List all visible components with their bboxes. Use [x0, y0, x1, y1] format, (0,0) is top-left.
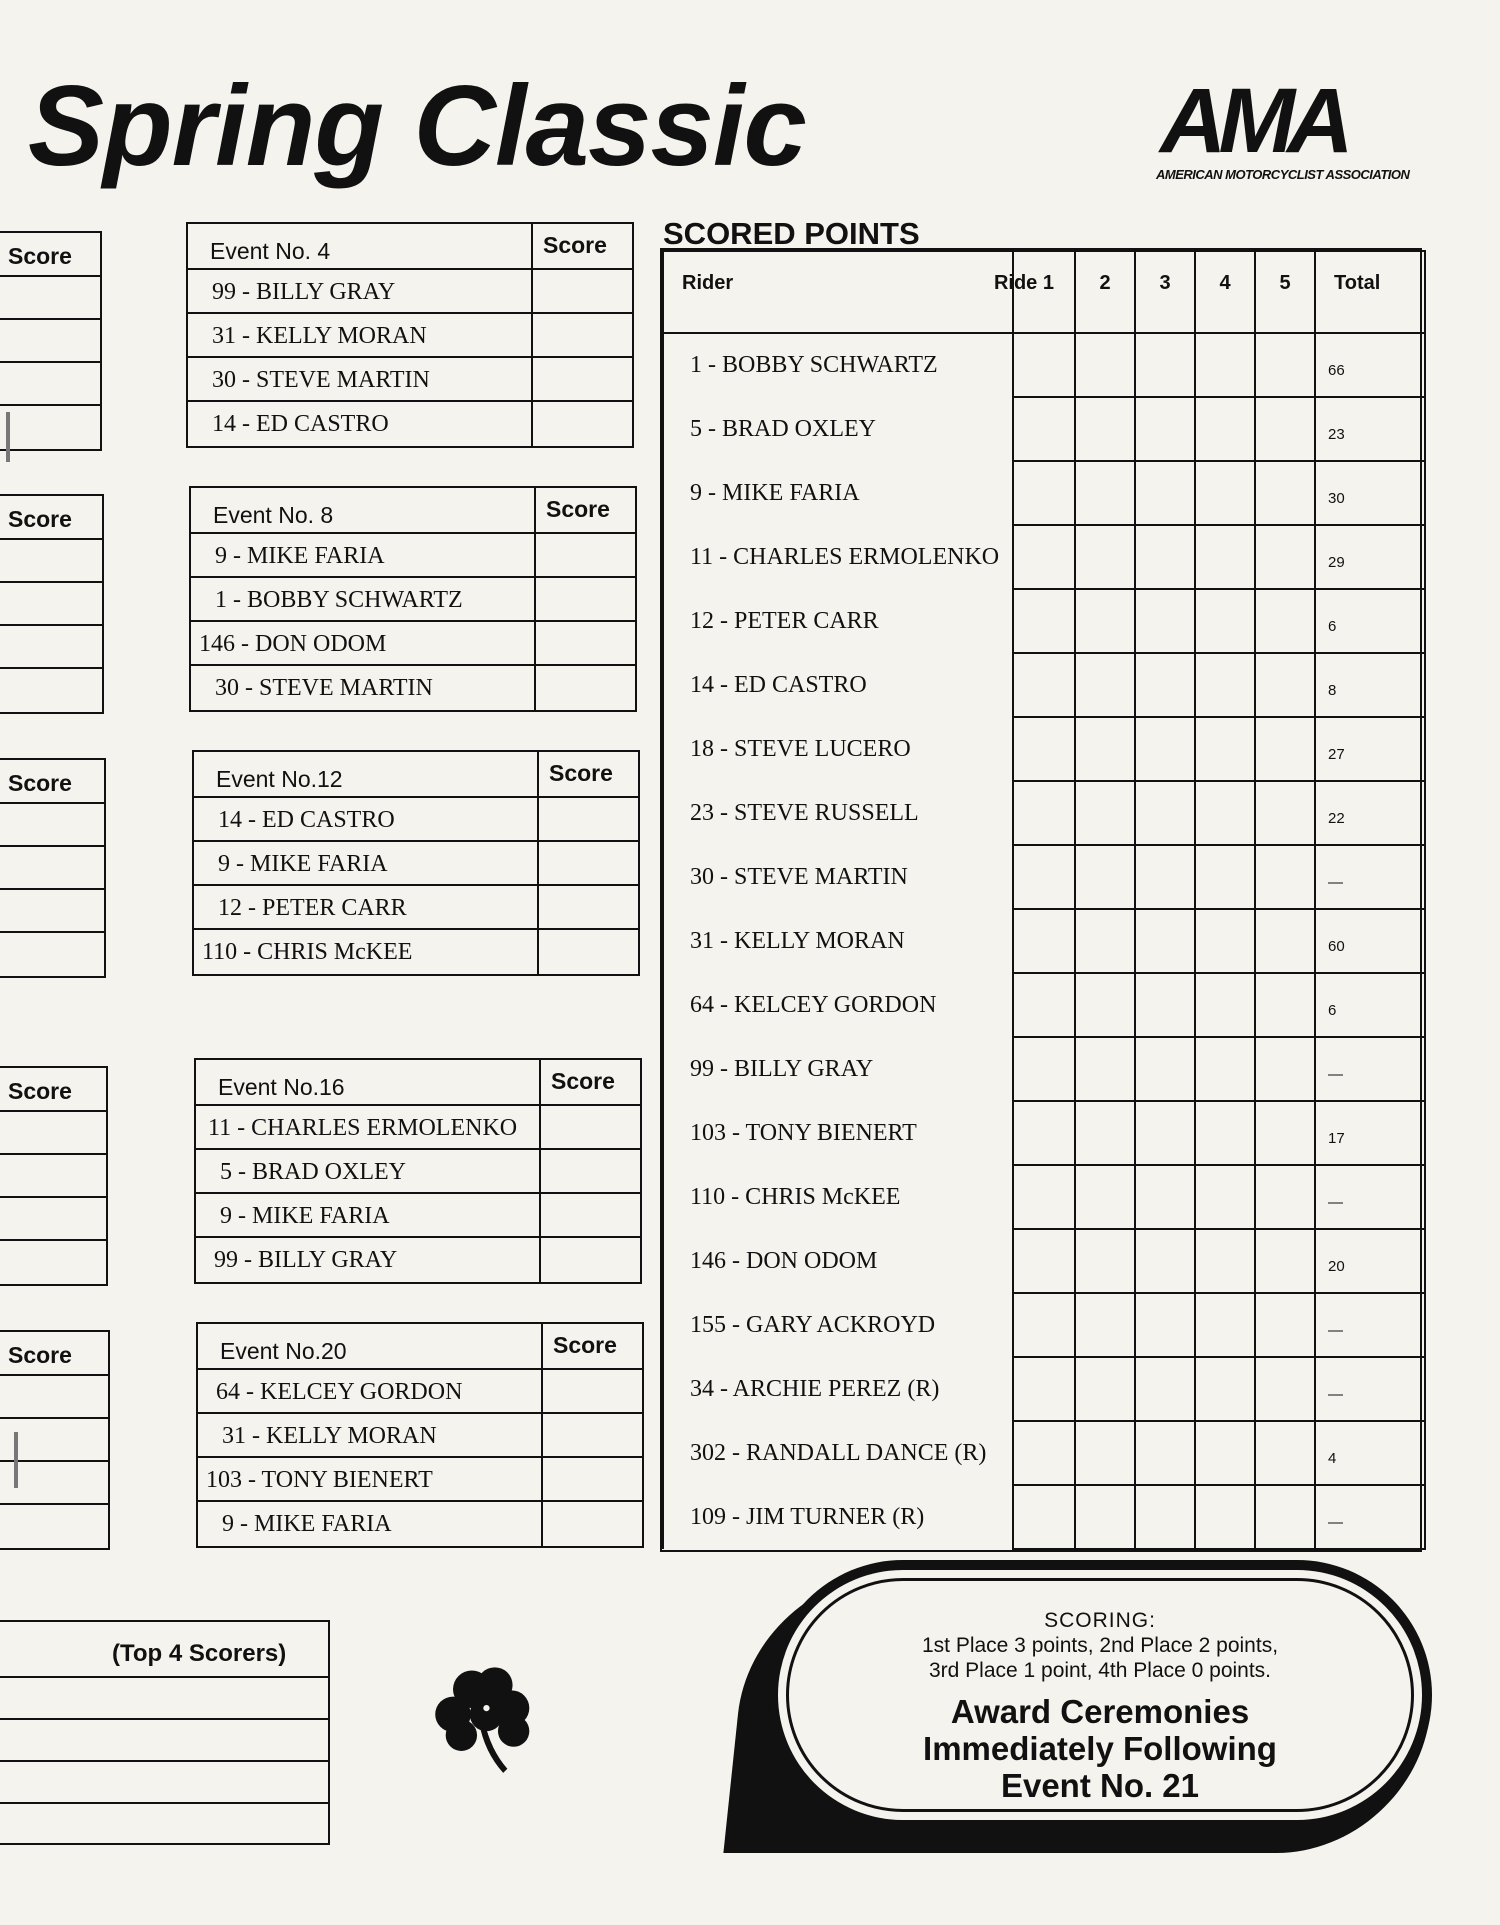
award-line-1: Award Ceremonies [950, 1693, 1250, 1730]
ride-score-cell[interactable] [1195, 1485, 1255, 1549]
event-rider: 11 - CHARLES ERMOLENKO [196, 1106, 541, 1150]
ama-logo [1150, 70, 1410, 185]
top-scorer-cell[interactable] [0, 1804, 328, 1846]
event-label: Event No.20 [198, 1324, 543, 1370]
score-cell[interactable] [0, 669, 102, 712]
score-cell[interactable] [0, 277, 100, 320]
ride-score-cell[interactable] [1195, 1037, 1255, 1101]
top-scorers-box [0, 1620, 330, 1845]
scored-row [663, 973, 1425, 1037]
left-score-label: Score [0, 1332, 108, 1376]
rider-total: 6 [1315, 589, 1425, 653]
rider-total: 23 [1315, 397, 1425, 461]
ride-score-cell[interactable] [1013, 653, 1075, 717]
ride-score-cell[interactable] [1075, 1101, 1135, 1165]
event-rider: 99 - BILLY GRAY [196, 1238, 541, 1282]
rider-name: 103 - TONY BIENERT [663, 1101, 1013, 1165]
ride-score-cell[interactable] [1255, 525, 1315, 589]
rider-total: 27 [1315, 717, 1425, 781]
event-rider: 5 - BRAD OXLEY [196, 1150, 541, 1194]
scoring-capsule [768, 1560, 1432, 1830]
ride-score-cell[interactable] [1135, 1229, 1195, 1293]
ride5-header: 5 [1255, 251, 1315, 333]
event-score-label: Score [541, 1060, 640, 1106]
scored-row [663, 333, 1425, 397]
ride-score-cell[interactable] [1135, 589, 1195, 653]
rider-total: — [1315, 1357, 1425, 1421]
ride-score-cell[interactable] [1255, 1485, 1315, 1549]
ride-score-cell[interactable] [1195, 461, 1255, 525]
score-cell[interactable] [533, 270, 632, 314]
ride-score-cell[interactable] [1075, 1357, 1135, 1421]
score-cell[interactable] [539, 798, 638, 842]
left-score-box-4 [0, 1066, 108, 1286]
ride-score-cell[interactable] [1075, 845, 1135, 909]
ride-score-cell[interactable] [1013, 845, 1075, 909]
ride1-header-label: Ride 1 [993, 272, 1054, 294]
event-score-label: Score [539, 752, 638, 798]
ride-score-cell[interactable] [1075, 397, 1135, 461]
score-cell[interactable] [533, 402, 632, 446]
scored-row [663, 525, 1425, 589]
score-cell[interactable] [0, 1155, 106, 1198]
shamrock-icon [430, 1660, 545, 1775]
score-cell[interactable] [533, 314, 632, 358]
left-score-label: Score [0, 1068, 106, 1112]
score-cell[interactable] [543, 1502, 642, 1546]
ride-score-cell[interactable] [1195, 589, 1255, 653]
event-rider: 14 - ED CASTRO [188, 402, 533, 446]
ride-score-cell[interactable] [1013, 397, 1075, 461]
event-table-8 [189, 486, 637, 712]
event-label: Event No.16 [196, 1060, 541, 1106]
event-rider: 99 - BILLY GRAY [188, 270, 533, 314]
ride-score-cell[interactable] [1195, 397, 1255, 461]
score-cell[interactable] [541, 1106, 640, 1150]
rider-total: 6 [1315, 973, 1425, 1037]
score-cell[interactable] [536, 578, 635, 622]
ride-score-cell[interactable] [1135, 1357, 1195, 1421]
ride-score-cell[interactable] [1075, 589, 1135, 653]
rider-name: 99 - BILLY GRAY [663, 1037, 1013, 1101]
rider-header [663, 251, 1054, 333]
event-rider: 64 - KELCEY GORDON [198, 1370, 543, 1414]
score-cell[interactable] [0, 890, 104, 933]
left-score-box-2 [0, 494, 104, 714]
ride-score-cell[interactable] [1195, 1421, 1255, 1485]
award-line-2: Immediately Following [923, 1730, 1277, 1767]
event-table-16 [194, 1058, 642, 1284]
rider-name: 302 - RANDALL DANCE (R) [663, 1421, 1013, 1485]
ride-score-cell[interactable] [1013, 333, 1075, 397]
ride-score-cell[interactable] [1255, 1037, 1315, 1101]
rider-total: — [1315, 1485, 1425, 1549]
scored-row [663, 909, 1425, 973]
score-cell[interactable] [0, 1505, 108, 1548]
rider-total: — [1315, 845, 1425, 909]
score-cell[interactable] [539, 842, 638, 886]
ama-logo-subtitle: AMERICAN MOTORCYCLIST ASSOCIATION [1156, 167, 1410, 182]
scored-row [663, 1037, 1425, 1101]
scored-row [663, 397, 1425, 461]
ride-score-cell[interactable] [1195, 525, 1255, 589]
rider-name: 18 - STEVE LUCERO [663, 717, 1013, 781]
ride-score-cell[interactable] [1255, 973, 1315, 1037]
rider-total: 22 [1315, 781, 1425, 845]
ride-score-cell[interactable] [1075, 461, 1135, 525]
rider-name: 14 - ED CASTRO [663, 653, 1013, 717]
score-cell[interactable] [0, 626, 102, 669]
ride-score-cell[interactable] [1135, 653, 1195, 717]
ride-score-cell[interactable] [1075, 973, 1135, 1037]
rider-total: 8 [1315, 653, 1425, 717]
ride-score-cell[interactable] [1195, 333, 1255, 397]
score-cell[interactable] [539, 930, 638, 974]
ride-score-cell[interactable] [1013, 589, 1075, 653]
left-score-label: Score [0, 233, 100, 277]
ride-score-cell[interactable] [1013, 717, 1075, 781]
ride-score-cell[interactable] [1135, 525, 1195, 589]
scored-row [663, 653, 1425, 717]
score-cell[interactable] [0, 933, 104, 976]
ride-score-cell[interactable] [1255, 461, 1315, 525]
rider-name: 155 - GARY ACKROYD [663, 1293, 1013, 1357]
ride-score-cell[interactable] [1135, 1485, 1195, 1549]
rider-name: 110 - CHRIS McKEE [663, 1165, 1013, 1229]
left-score-label: Score [0, 760, 104, 804]
event-rider: 103 - TONY BIENERT [198, 1458, 543, 1502]
scored-row [663, 461, 1425, 525]
rider-name: 9 - MIKE FARIA [663, 461, 1013, 525]
ride-score-cell[interactable] [1255, 1101, 1315, 1165]
scored-row [663, 1357, 1425, 1421]
ride-score-cell[interactable] [1135, 845, 1195, 909]
ride4-header: 4 [1195, 251, 1255, 333]
ride-score-cell[interactable] [1135, 1165, 1195, 1229]
ride-score-cell[interactable] [1013, 1421, 1075, 1485]
rider-name: 1 - BOBBY SCHWARTZ [663, 333, 1013, 397]
rider-total: — [1315, 1293, 1425, 1357]
ride-score-cell[interactable] [1135, 717, 1195, 781]
event-score-label: Score [536, 488, 635, 534]
event-rider: 9 - MIKE FARIA [191, 534, 536, 578]
ride-score-cell[interactable] [1013, 1165, 1075, 1229]
staple [6, 412, 10, 462]
scoring-line-1: 1st Place 3 points, 2nd Place 2 points, [921, 1634, 1279, 1657]
score-cell[interactable] [0, 1376, 108, 1419]
scored-points-title: SCORED POINTS [663, 216, 920, 251]
scored-row [663, 1293, 1425, 1357]
ride-score-cell[interactable] [1255, 333, 1315, 397]
ride-score-cell[interactable] [1255, 781, 1315, 845]
score-cell[interactable] [543, 1414, 642, 1458]
ride-score-cell[interactable] [1195, 1357, 1255, 1421]
ride-score-cell[interactable] [1195, 717, 1255, 781]
scoring-line-2: 3rd Place 1 point, 4th Place 0 points. [928, 1659, 1272, 1682]
ride-score-cell[interactable] [1255, 1293, 1315, 1357]
score-cell[interactable] [0, 1241, 106, 1284]
score-cell[interactable] [541, 1150, 640, 1194]
score-cell[interactable] [0, 1112, 106, 1155]
top-scorer-cell[interactable] [0, 1678, 328, 1720]
score-cell[interactable] [543, 1370, 642, 1414]
ride-score-cell[interactable] [1013, 781, 1075, 845]
ride-score-cell[interactable] [1135, 1421, 1195, 1485]
event-rider: 31 - KELLY MORAN [198, 1414, 543, 1458]
event-rider: 1 - BOBBY SCHWARTZ [191, 578, 536, 622]
ride-score-cell[interactable] [1013, 1229, 1075, 1293]
total-header: Total [1315, 251, 1425, 333]
ride-score-cell[interactable] [1013, 1357, 1075, 1421]
score-cell[interactable] [536, 534, 635, 578]
scored-row [663, 845, 1425, 909]
rider-name: 146 - DON ODOM [663, 1229, 1013, 1293]
ride-score-cell[interactable] [1075, 1421, 1135, 1485]
scoring-heading: SCORING: [1044, 1609, 1156, 1632]
ride-score-cell[interactable] [1135, 397, 1195, 461]
score-cell[interactable] [0, 320, 100, 363]
scored-row [663, 1101, 1425, 1165]
ride-score-cell[interactable] [1075, 333, 1135, 397]
ride-score-cell[interactable] [1135, 1037, 1195, 1101]
rider-name: 11 - CHARLES ERMOLENKO [663, 525, 1013, 589]
rider-total: 29 [1315, 525, 1425, 589]
event-rider: 14 - ED CASTRO [194, 798, 539, 842]
ride-score-cell[interactable] [1255, 1421, 1315, 1485]
ride-score-cell[interactable] [1255, 845, 1315, 909]
ride-score-cell[interactable] [1075, 1293, 1135, 1357]
score-cell[interactable] [0, 804, 104, 847]
ride-score-cell[interactable] [1195, 1165, 1255, 1229]
rider-total: 66 [1315, 333, 1425, 397]
ride-score-cell[interactable] [1013, 1485, 1075, 1549]
ride-score-cell[interactable] [1195, 973, 1255, 1037]
ride-score-cell[interactable] [1255, 909, 1315, 973]
scored-row [663, 589, 1425, 653]
scored-row [663, 717, 1425, 781]
ride-score-cell[interactable] [1255, 397, 1315, 461]
rider-name: 23 - STEVE RUSSELL [663, 781, 1013, 845]
ride-score-cell[interactable] [1013, 909, 1075, 973]
rider-header-label: Rider [682, 272, 734, 294]
ride-score-cell[interactable] [1075, 1037, 1135, 1101]
staple [14, 1432, 18, 1488]
event-label: Event No. 8 [191, 488, 536, 534]
ride2-header: 2 [1075, 251, 1135, 333]
award-line-3: Event No. 21 [1000, 1767, 1200, 1804]
scored-row [663, 1421, 1425, 1485]
scored-points-table [660, 248, 1422, 1552]
event-label: Event No. 4 [188, 224, 533, 270]
score-cell[interactable] [0, 363, 100, 406]
event-table-4 [186, 222, 634, 448]
scored-row [663, 1165, 1425, 1229]
score-cell[interactable] [543, 1458, 642, 1502]
ride-score-cell[interactable] [1075, 1485, 1135, 1549]
ride-score-cell[interactable] [1255, 717, 1315, 781]
ride-score-cell[interactable] [1255, 1229, 1315, 1293]
ride-score-cell[interactable] [1075, 1229, 1135, 1293]
ride-score-cell[interactable] [1255, 1357, 1315, 1421]
score-cell[interactable] [0, 406, 100, 449]
rider-total: — [1315, 1165, 1425, 1229]
score-cell[interactable] [539, 886, 638, 930]
ama-logo-letters: AMA [1160, 70, 1346, 172]
ride-score-cell[interactable] [1013, 1101, 1075, 1165]
score-cell[interactable] [541, 1194, 640, 1238]
ride-score-cell[interactable] [1013, 973, 1075, 1037]
rider-name: 109 - JIM TURNER (R) [663, 1485, 1013, 1549]
score-cell[interactable] [0, 847, 104, 890]
ride-score-cell[interactable] [1195, 1229, 1255, 1293]
ride-score-cell[interactable] [1135, 333, 1195, 397]
rider-name: 31 - KELLY MORAN [663, 909, 1013, 973]
ride-score-cell[interactable] [1135, 1293, 1195, 1357]
ride-score-cell[interactable] [1075, 717, 1135, 781]
event-rider: 31 - KELLY MORAN [188, 314, 533, 358]
ride-score-cell[interactable] [1195, 653, 1255, 717]
ride-score-cell[interactable] [1075, 781, 1135, 845]
top-scorer-cell[interactable] [0, 1720, 328, 1762]
ride-score-cell[interactable] [1013, 525, 1075, 589]
rider-total: 20 [1315, 1229, 1425, 1293]
rider-total: 4 [1315, 1421, 1425, 1485]
ride-score-cell[interactable] [1135, 461, 1195, 525]
event-label: Event No.12 [194, 752, 539, 798]
ride-score-cell[interactable] [1195, 1293, 1255, 1357]
event-score-label: Score [533, 224, 632, 270]
event-rider: 30 - STEVE MARTIN [188, 358, 533, 402]
event-table-12 [192, 750, 640, 976]
rider-total: 60 [1315, 909, 1425, 973]
ride-score-cell[interactable] [1075, 653, 1135, 717]
scored-row [663, 781, 1425, 845]
event-rider: 110 - CHRIS McKEE [194, 930, 539, 974]
rider-name: 5 - BRAD OXLEY [663, 397, 1013, 461]
rider-total: — [1315, 1037, 1425, 1101]
ride-score-cell[interactable] [1013, 1037, 1075, 1101]
ride-score-cell[interactable] [1075, 1165, 1135, 1229]
score-cell[interactable] [536, 666, 635, 710]
score-cell[interactable] [0, 540, 102, 583]
ride-score-cell[interactable] [1135, 1101, 1195, 1165]
ride-score-cell[interactable] [1195, 781, 1255, 845]
rider-name: 34 - ARCHIE PEREZ (R) [663, 1357, 1013, 1421]
scored-row [663, 1485, 1425, 1549]
ride-score-cell[interactable] [1195, 845, 1255, 909]
ride-score-cell[interactable] [1135, 973, 1195, 1037]
ride-score-cell[interactable] [1195, 1101, 1255, 1165]
rider-total: 17 [1315, 1101, 1425, 1165]
event-table-20 [196, 1322, 644, 1548]
score-cell[interactable] [0, 1198, 106, 1241]
rider-name: 12 - PETER CARR [663, 589, 1013, 653]
ride3-header: 3 [1135, 251, 1195, 333]
event-rider: 9 - MIKE FARIA [198, 1502, 543, 1546]
scored-row [663, 1229, 1425, 1293]
score-cell[interactable] [541, 1238, 640, 1282]
event-rider: 30 - STEVE MARTIN [191, 666, 536, 710]
rider-total: 30 [1315, 461, 1425, 525]
left-score-box-1 [0, 231, 102, 451]
ride-score-cell[interactable] [1255, 1165, 1315, 1229]
ride-score-cell[interactable] [1013, 461, 1075, 525]
rider-name: 64 - KELCEY GORDON [663, 973, 1013, 1037]
top-scorer-cell[interactable] [0, 1762, 328, 1804]
event-rider: 12 - PETER CARR [194, 886, 539, 930]
ride-score-cell[interactable] [1075, 909, 1135, 973]
score-cell[interactable] [536, 622, 635, 666]
score-cell[interactable] [533, 358, 632, 402]
left-score-label: Score [0, 496, 102, 540]
ride-score-cell[interactable] [1013, 1293, 1075, 1357]
ride-score-cell[interactable] [1135, 781, 1195, 845]
event-rider: 9 - MIKE FARIA [194, 842, 539, 886]
rider-name: 30 - STEVE MARTIN [663, 845, 1013, 909]
event-score-label: Score [543, 1324, 642, 1370]
page-title: Spring Classic [28, 63, 806, 190]
left-score-box-3 [0, 758, 106, 978]
score-cell[interactable] [0, 583, 102, 626]
top-scorers-label: (Top 4 Scorers) [0, 1622, 328, 1678]
ride-score-cell[interactable] [1135, 909, 1195, 973]
ride-score-cell[interactable] [1255, 589, 1315, 653]
event-rider: 9 - MIKE FARIA [196, 1194, 541, 1238]
ride-score-cell[interactable] [1195, 909, 1255, 973]
event-rider: 146 - DON ODOM [191, 622, 536, 666]
ride-score-cell[interactable] [1255, 653, 1315, 717]
ride-score-cell[interactable] [1075, 525, 1135, 589]
